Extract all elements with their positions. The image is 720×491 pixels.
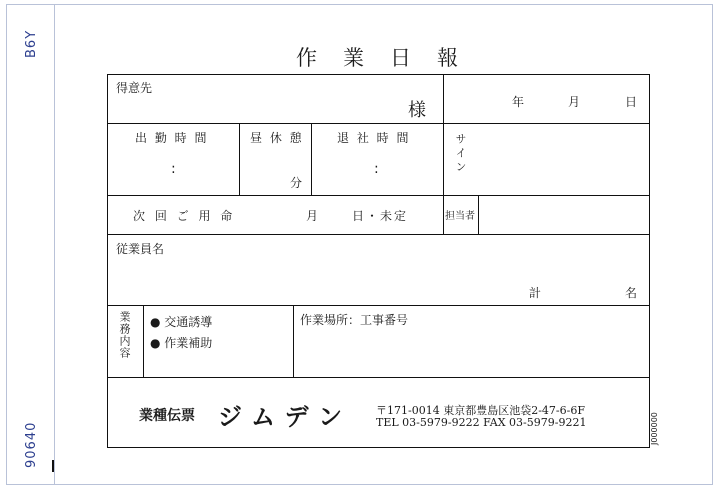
company-phone: TEL 03-5979-9222 FAX 03-5979-9221 [376,416,587,429]
year-label: 年 [512,95,525,109]
work-item-label: 交通誘導 [164,315,213,329]
work-item: ● 交通誘導 [150,315,213,329]
rule-start-break [239,123,240,195]
form-type-name: 業種伝票 [139,408,195,424]
month-label: 月 [568,95,581,109]
rule-break-leave [311,123,312,195]
people-unit: 名 [625,286,638,300]
rule-employees-bottom [108,305,649,306]
next-visit-month: 月 [306,209,319,223]
next-visit-label: 次 回 ご 用 命 [133,209,236,223]
rule-work-bottom [108,377,649,378]
work-content-label: 業務内容 [118,311,131,359]
break-unit: 分 [290,176,303,190]
total-label: 計 [529,286,542,300]
company-name: ジムデン [218,402,353,431]
work-item-label: 作業補助 [164,336,213,350]
company-address: 〒171-0014 東京都豊島区池袋2-47-6-6F [376,404,585,417]
leave-time-colon: : [374,161,379,177]
daily-report-form [107,74,650,448]
rule-header-bottom [108,123,649,124]
sign-label: サイン [454,133,467,175]
top-side-code: B6Y [24,29,39,58]
client-label: 得意先 [116,81,153,95]
work-place-label: 作業場所：工事番号 [300,313,409,327]
rule-person-label [478,195,479,234]
right-side-code: J000000 [650,412,659,445]
rule-attendance-bottom [108,195,649,196]
rule-work-label [143,305,144,377]
honorific: 様 [408,100,426,121]
leave-time-label: 退 社 時 間 [337,131,411,145]
person-in-charge-label: 担当者 [445,211,475,222]
start-time-label: 出 勤 時 間 [135,131,209,145]
start-time-colon: : [171,161,176,177]
tick-mark [52,460,54,472]
binding-strip-line [54,4,55,485]
form-title: 作業日報 [296,46,484,70]
employees-label: 従業員名 [116,242,165,256]
break-label: 昼 休 憩 [250,131,304,145]
rule-next-visit-bottom [108,234,649,235]
work-item: ● 作業補助 [150,336,213,350]
rule-right-column [443,75,444,234]
next-visit-day-undecided: 日・未定 [352,209,409,223]
day-label: 日 [625,95,638,109]
rule-work-place [293,305,294,377]
bottom-side-code: 90640 [24,421,39,468]
